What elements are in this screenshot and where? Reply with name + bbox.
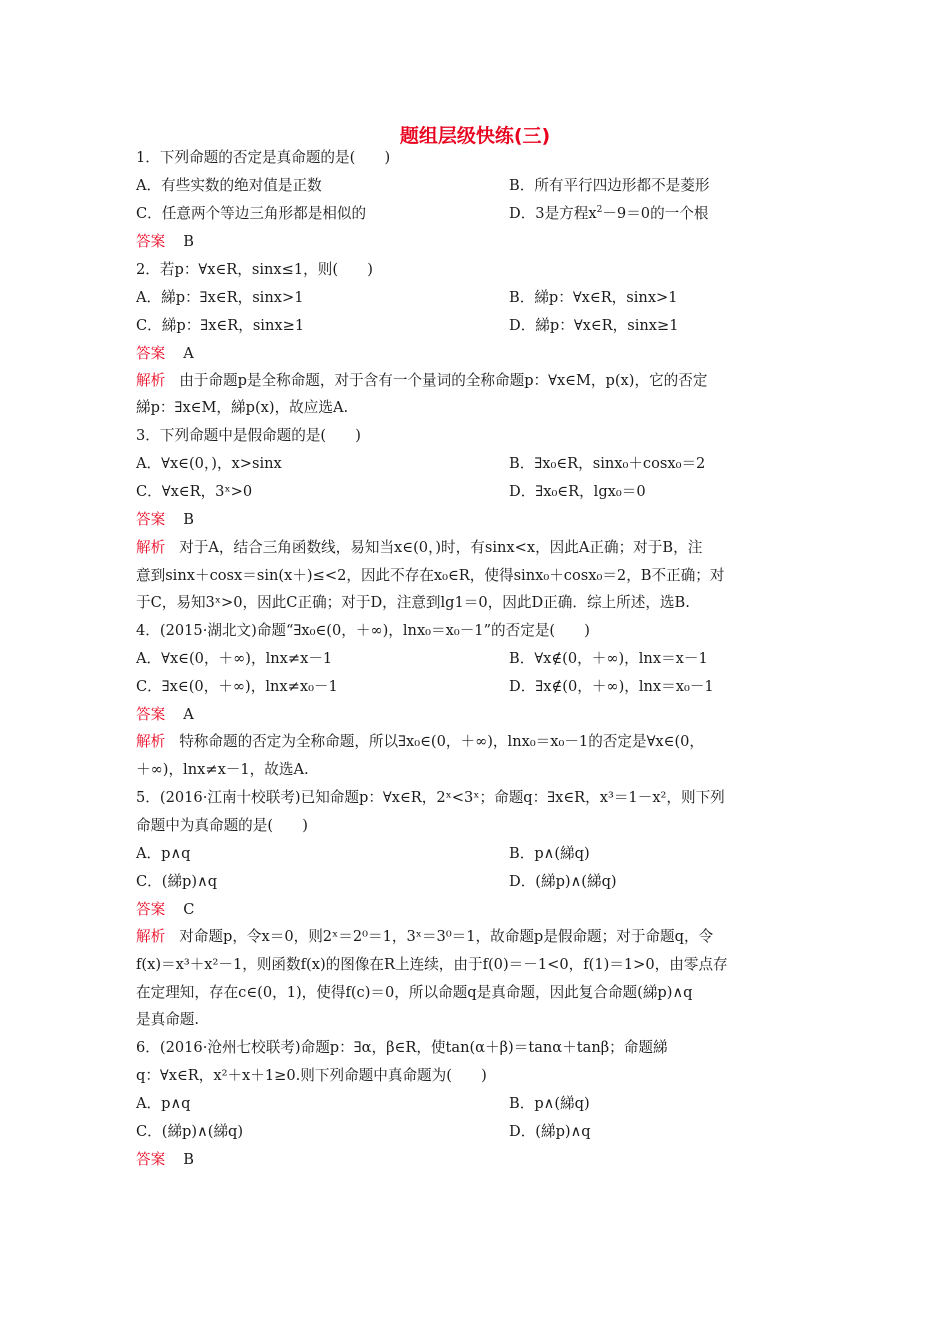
q2-option-c: C．綈p：∃x∈R，sinx≥1 [136,317,305,334]
q1-option-d: D．3是方程$x^2-9=0$的一个根 [509,205,709,222]
q1-option-b: B．所有平行四边形都不是菱形 [509,177,710,194]
q6-option-d: D．(綈p)∧q [509,1123,591,1140]
q3-option-d: D．∃x₀∈R，lgx₀＝0 [509,483,646,500]
page-title: 题组层级快练(三) [399,125,551,147]
explanation-3-line-3: 于C，易知3ˣ>0，因此C正确；对于D，注意到lg1＝0，因此D正确．综上所述，选B. [136,594,690,611]
q3-option-c: C．∀x∈R，3ˣ>0 [136,483,253,500]
answer-4: 答案 A [136,706,194,723]
q5-option-b: B．p∧(綈q) [509,845,590,862]
question-5-line-2: 命题中为真命题的是( ) [136,817,308,834]
question-4: 4．(2015·湖北文)命题“∃x₀∈(0，＋∞)，lnx₀＝x₀－1”的否定是( ) [136,622,590,639]
explanation-5-line-4: 是真命题. [136,1011,200,1028]
q1-option-a: A．有些实数的绝对值是正数 [136,177,322,194]
explanation-4-line-1: 解析 特称命题的否定为全称命题，所以∃x₀∈(0，＋∞)，lnx₀＝x₀－1的否定是∀x∈(0， [136,733,705,750]
explanation-5-line-3: 在定理知，存在c∈(0，1)，使得f(c)＝0，所以命题q是真命题，因此复合命题(綈p)∧q [136,984,693,1001]
explanation-2-line-1: 解析 由于命题p是全称命题，对于含有一个量词的全称命题p：∀x∈M，p(x)，它的否定 [136,372,708,389]
explanation-5-line-1: 解析 对命题p，令x＝0，则2ˣ＝2⁰＝1，3ˣ＝3⁰＝1，故命题p是假命题；对于命题q，令 [136,928,714,945]
question-6-line-1: 6．(2016·沧州七校联考)命题p：∃α，β∈R，使tan(α＋β)＝tanα＋tanβ；命题綈 [136,1039,668,1056]
q1-option-c: C．任意两个等边三角形都是相似的 [136,205,367,222]
explanation-5-line-2: f(x)＝x³＋x²－1，则函数f(x)的图像在R上连续，由于f(0)＝－1<0，f(1)＝1>0，由零点存 [136,956,728,973]
q6-option-c: C．(綈p)∧(綈q) [136,1123,244,1140]
question-6-line-2: q：∀x∈R，x²＋x＋1≥0.则下列命题中真命题为( ) [136,1067,487,1084]
q4-option-c: C．∃x∈(0，＋∞)，lnx≠x₀－1 [136,678,338,695]
q4-option-a: A．∀x∈(0，＋∞)，lnx≠x－1 [136,650,333,667]
question-2: 2．若p：∀x∈R，sinx≤1，则( ) [136,261,373,278]
q5-option-a: A．p∧q [136,845,191,862]
q5-option-c: C．(綈p)∧q [136,873,218,890]
q2-option-b: B．綈p：∀x∈R，sinx>1 [509,289,678,306]
answer-2: 答案 A [136,345,194,362]
answer-6: 答案 B [136,1151,194,1168]
q3-option-b: B．∃x₀∈R，sinx₀＋cosx₀＝2 [509,455,706,472]
q3-option-a: A．∀x∈(0，)，x>sinx [136,455,282,472]
q4-option-d: D．∃x∉(0，＋∞)，lnx＝x₀－1 [509,678,714,695]
answer-1: 答案 B [136,233,194,250]
q6-option-b: B．p∧(綈q) [509,1095,590,1112]
question-1: 1．下列命题的否定是真命题的是( ) [136,149,391,166]
explanation-3-line-1: 解析 对于A，结合三角函数线，易知当x∈(0，)时，有sinx<x，因此A正确；对于B，注 [136,539,703,556]
answer-5: 答案 C [136,901,195,918]
q4-option-b: B．∀x∉(0，＋∞)，lnx＝x－1 [509,650,708,667]
explanation-3-line-2: 意到sinx＋cosx＝sin(x＋)≤<2，因此不存在x₀∈R，使得sinx₀＋cosx₀＝2，B不正确；对 [136,567,725,584]
answer-3: 答案 B [136,511,194,528]
q2-option-a: A．綈p：∃x∈R，sinx>1 [136,289,304,306]
explanation-4-line-2: ＋∞)，lnx≠x－1，故选A. [136,761,309,778]
q2-option-d: D．綈p：∀x∈R，sinx≥1 [509,317,679,334]
question-5-line-1: 5．(2016·江南十校联考)已知命题p：∀x∈R，2ˣ<3ˣ；命题q：∃x∈R，x³＝1－x²，则下列 [136,789,725,806]
question-3: 3．下列命题中是假命题的是( ) [136,427,361,444]
explanation-2-line-2: 綈p：∃x∈M，綈p(x)，故应选A. [136,399,349,416]
q6-option-a: A．p∧q [136,1095,191,1112]
q5-option-d: D．(綈p)∧(綈q) [509,873,617,890]
